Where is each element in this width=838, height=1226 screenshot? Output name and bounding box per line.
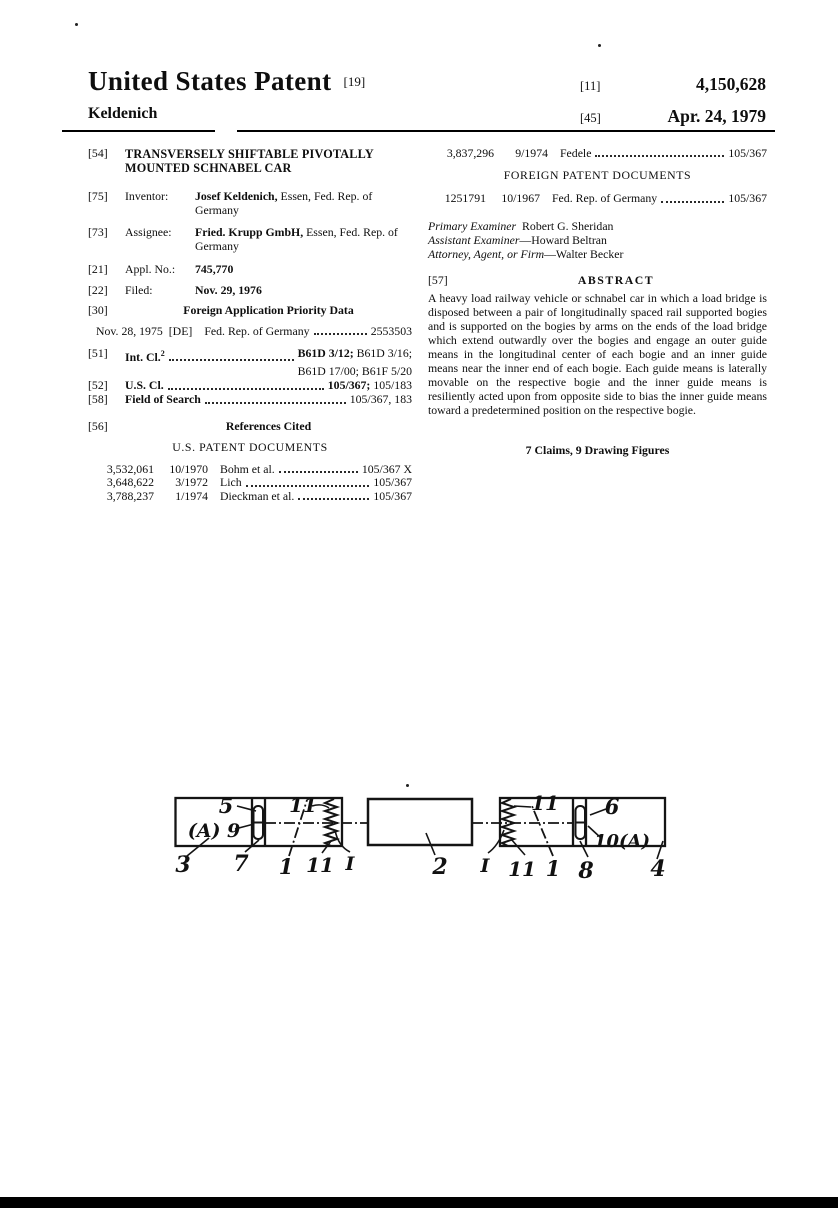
- us-patent-documents-heading: U.S. PATENT DOCUMENTS: [172, 440, 328, 455]
- reference-row: [88, 490, 412, 503]
- figure-label-5: 5: [218, 793, 234, 818]
- figure-label-11: 11: [531, 791, 559, 815]
- field-of-search-label: Field of Search: [125, 392, 201, 407]
- ref-name: Dieckman et al.: [220, 488, 295, 503]
- inventor-item: [88, 190, 412, 217]
- examiner-name: Howard Beltran: [531, 232, 607, 247]
- field-tag-57: [57]: [428, 272, 448, 287]
- ref-date: 9/1974: [515, 146, 548, 160]
- issue-date-row: [580, 106, 766, 127]
- patent-figure: [160, 778, 700, 890]
- foreign-patent-documents-heading: FOREIGN PATENT DOCUMENTS: [503, 168, 692, 183]
- references-cited-heading: References Cited: [225, 418, 312, 433]
- document-title: [88, 66, 365, 97]
- assignee-item: [88, 226, 412, 253]
- inventor-address: Essen, Fed. Rep. of Germany: [195, 189, 373, 217]
- figure-label-8: 8: [578, 858, 594, 884]
- field-tag-56: [56]: [88, 418, 108, 433]
- ref-number: 3,788,237: [106, 488, 154, 503]
- ref-number: 3,532,061: [106, 461, 154, 476]
- reference-row: [88, 476, 412, 489]
- dotted-leader: [661, 201, 724, 203]
- claims-drawing-figures-line: 7 Claims, 9 Drawing Figures: [525, 442, 670, 457]
- assistant-examiner-line: [428, 233, 767, 247]
- field-tag-22: [22]: [88, 282, 108, 297]
- ref-number: 1251791: [444, 191, 486, 206]
- reference-row: [428, 147, 767, 160]
- ref-class: 105/367 X: [361, 461, 412, 476]
- dotted-leader: [169, 359, 294, 361]
- filed-item: [88, 284, 412, 298]
- patent-number-row: [580, 74, 766, 95]
- figure-label-4: 4: [650, 856, 666, 882]
- ref-number: 3,648,622: [106, 475, 154, 490]
- ref-class: 105/367: [373, 488, 412, 503]
- appl-no-label: Appl. No.:: [125, 262, 176, 276]
- ref-name: Fed. Rep. of Germany: [552, 191, 658, 206]
- figure-label-1: 1: [545, 856, 561, 881]
- us-cl-label: U.S. Cl.: [125, 378, 164, 393]
- dotted-leader: [168, 388, 324, 390]
- foreign-reference-row: [428, 192, 767, 205]
- inventor-label: Inventor:: [125, 189, 169, 203]
- field-of-search-value: 105/367, 183: [349, 392, 412, 407]
- appl-no-value: 745,770: [195, 262, 234, 276]
- int-cl-superscript: 2: [160, 349, 165, 358]
- ref-class: 105/367: [728, 146, 767, 160]
- examiner-label: Primary Examiner: [428, 218, 517, 233]
- attorney-separator: —: [544, 246, 556, 261]
- load-bridge-outline: [368, 799, 472, 845]
- primary-examiner-line: [428, 219, 767, 233]
- int-cl-value-line2: B61D 17/00; B61F 5/20: [297, 363, 412, 378]
- header-divider-left: [62, 130, 215, 132]
- assignee-address: Essen, Fed. Rep. of Germany: [195, 225, 398, 253]
- attorney-name: Walter Becker: [555, 246, 624, 261]
- inventor-surname: Keldenich: [88, 105, 158, 122]
- dotted-leader: [595, 155, 724, 157]
- ref-name: Bohm et al.: [220, 461, 275, 476]
- scan-artifact-bar: [0, 1197, 838, 1208]
- inventor-name: Josef Keldenich,: [195, 189, 278, 203]
- ref-class: 105/367: [728, 191, 767, 206]
- leader-line: [514, 806, 531, 807]
- dotted-leader: [246, 485, 370, 487]
- examiner-label: Assistant Examiner: [428, 232, 520, 247]
- ref-date: 3/1972: [175, 475, 208, 490]
- us-cl-item: [88, 379, 412, 393]
- scan-speck: [406, 784, 409, 787]
- date-tag: [45]: [580, 111, 601, 125]
- filed-label: Filed:: [125, 282, 153, 297]
- int-cl-label: [125, 347, 165, 364]
- dotted-leader: [205, 402, 346, 404]
- scan-speck: [598, 44, 601, 47]
- examiner-separator: —: [519, 232, 532, 247]
- united-states-patent-text: United States Patent: [88, 66, 332, 96]
- inventor-value: [195, 190, 412, 217]
- ref-name: Fedele: [560, 146, 592, 160]
- header-divider-right: [237, 130, 775, 132]
- ref-number: 3,837,296: [446, 146, 494, 160]
- ref-class: 105/367: [373, 475, 412, 490]
- ref-date: 10/1967: [501, 191, 540, 206]
- priority-data-row: [88, 325, 412, 339]
- reference-row: [88, 463, 412, 476]
- invention-title: TRANSVERSELY SHIFTABLE PIVOTALLY MOUNTED SCHNABEL CAR: [125, 147, 374, 175]
- figure-label-7: 7: [233, 851, 249, 877]
- field-tag-52: [52]: [88, 378, 108, 393]
- dotted-leader: [279, 471, 358, 473]
- int-cl-secondary: B61D 3/16;: [353, 346, 412, 360]
- patent-number: 4,150,628: [696, 74, 766, 94]
- int-cl-item: [88, 347, 412, 364]
- number-tag: [11]: [580, 79, 601, 93]
- priority-country: Fed. Rep. of Germany: [204, 323, 310, 338]
- appl-no-item: [88, 263, 412, 277]
- us-cl-secondary: 105/183: [370, 378, 412, 393]
- figure-label-11: 11: [508, 857, 536, 881]
- int-cl-value-line1: [298, 347, 412, 364]
- field-tag-54: [54]: [88, 146, 108, 160]
- examiner-name: Robert G. Sheridan: [522, 218, 614, 233]
- field-tag-21: [21]: [88, 262, 108, 276]
- figure-label-10: 10(A): [593, 831, 651, 852]
- assignee-label: Assignee:: [125, 225, 172, 239]
- ref-name: Lich: [220, 475, 242, 490]
- right-column: [428, 147, 767, 457]
- assignee-name: Fried. Krupp GmbH,: [195, 225, 304, 239]
- attorney-line: [428, 247, 767, 261]
- priority-heading: Foreign Application Priority Data: [183, 303, 354, 317]
- priority-date: Nov. 28, 1975: [96, 323, 163, 338]
- field-tag-51: [51]: [88, 346, 108, 360]
- priority-heading-item: [88, 304, 412, 318]
- header-right-block: [580, 74, 766, 138]
- abstract-text: A heavy load railway vehicle or schnabel car in which a load bridge is disposed between a pair of longitudinally spaced rail supported bogies and is supported on the bogies by arms on the ends of the load bridge which extend outwardly over the bogies and engage an outer guide means in the longitudinal center of each bogie and an inner guide means near the inner end of each bogie. Each guide means is laterally movable on the respective bogie and the inner guide means is resiliently acted upon from opposite side to bias the inner guide means toward a predetermined position on the respective bogie.: [428, 291, 767, 417]
- issue-date: Apr. 24, 1979: [667, 106, 766, 126]
- ref-date: 10/1970: [169, 461, 208, 476]
- abstract-heading: ABSTRACT: [577, 272, 655, 287]
- invention-title-item: [88, 147, 412, 175]
- figure-label-11: 11: [306, 853, 334, 877]
- field-tag-73: [73]: [88, 225, 108, 239]
- figure-label-9: (A) 9: [187, 820, 241, 842]
- filed-value: Nov. 29, 1976: [195, 282, 262, 297]
- figure-label-1: 1: [278, 854, 294, 879]
- attorney-label: Attorney, Agent, or Firm: [428, 246, 545, 261]
- figure-label-2: 2: [432, 854, 448, 880]
- examiners-block: [428, 219, 767, 261]
- figure-label-6: 6: [604, 794, 620, 819]
- figure-label-11: 11: [289, 793, 317, 817]
- figure-label-I: I: [345, 853, 355, 875]
- dotted-leader: [314, 333, 367, 335]
- left-column: [88, 147, 412, 503]
- figure-label-I: I: [480, 855, 490, 877]
- kind-code-tag: [19]: [343, 74, 366, 89]
- field-tag-30: [30]: [88, 303, 108, 317]
- scan-speck: [75, 23, 78, 26]
- us-cl-value: [328, 379, 412, 393]
- field-of-search-item: [88, 393, 412, 407]
- references-cited-item: [88, 420, 412, 434]
- abstract-heading-item: [428, 274, 767, 288]
- int-cl-label-text: Int. Cl.: [125, 349, 161, 364]
- dotted-leader: [298, 498, 369, 500]
- field-tag-75: [75]: [88, 189, 108, 203]
- assignee-value: [195, 226, 412, 253]
- priority-country-code: [DE]: [168, 323, 193, 338]
- field-tag-58: [58]: [88, 392, 108, 407]
- int-cl-primary: B61D 3/12;: [297, 346, 354, 360]
- figure-label-3: 3: [175, 852, 191, 878]
- ref-date: 1/1974: [175, 488, 208, 503]
- priority-number: 2553503: [370, 323, 412, 338]
- us-cl-primary: 105/367;: [327, 378, 371, 393]
